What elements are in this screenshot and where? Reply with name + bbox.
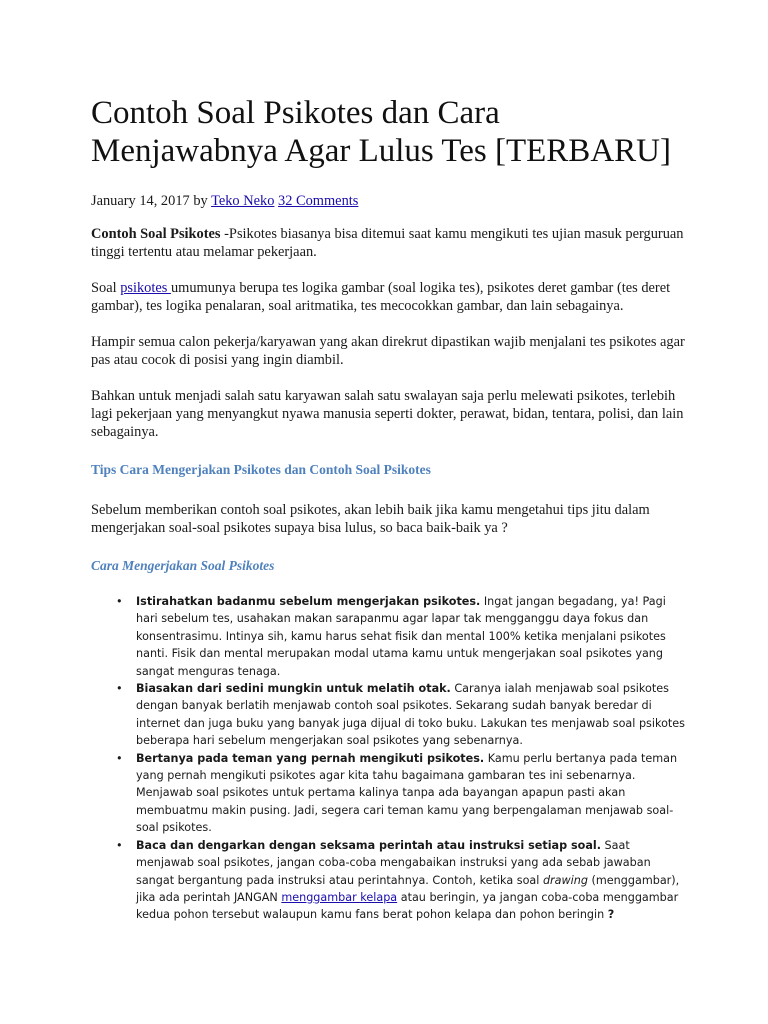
article: [91, 94, 691, 924]
paragraph-2-after: umumunya berupa tes logika gambar (soal logika tes), psikotes deret gambar (tes deret gambar), tes logika penalaran, soal aritmatika, tes mecocokkan gambar, dan lain sebagainya.: [91, 280, 671, 314]
bullet-icon: •: [116, 682, 123, 696]
author-link[interactable]: Teko Neko: [211, 193, 275, 209]
heading-tips: Tips Cara Mengerjakan Psikotes dan Contoh Soal Psikotes: [91, 462, 431, 477]
heading-cara: Cara Mengerjakan Soal Psikotes: [91, 558, 275, 573]
paragraph-5: Sebelum memberikan contoh soal psikotes, akan lebih baik jika kamu mengetahui tips jitu dalam mengerjakan soal-soal psikotes supaya bisa lulus, so baca baik-baik ya ?: [91, 502, 650, 536]
post-by: by: [193, 193, 208, 209]
list-item-bold-end: ?: [607, 908, 615, 922]
list-item-text: atau beringin, ya jangan coba-coba menggambar kedua pohon tersebut walaupun kamu fans berat pohon kelapa dan pohon beringin: [136, 890, 679, 922]
paragraph-2-before: Soal: [91, 280, 121, 296]
list-item-bold: Istirahatkan badanmu sebelum mengerjakan psikotes.: [136, 595, 481, 608]
intro-bold: Contoh Soal Psikotes: [91, 226, 221, 242]
list-item: [116, 750, 691, 837]
list-item-text: Kamu perlu bertanya pada teman yang pernah mengikuti psikotes agar kita tahu bagaimana gambaran tes ini sebenarnya. Menjawab soal psikotes untuk pertama kalinya tanpa ada bayangan apapun pasti akan membuatmu makin pusing. Jadi, segera cari teman kamu yang berpengalaman menjawab soal-soal psikotes.: [136, 751, 678, 835]
psikotes-link[interactable]: psikotes: [120, 280, 171, 296]
paragraph-4: Bahkan untuk menjadi salah satu karyawan salah satu swalayan saja perlu melewati psikotes, terlebih lagi pekerjaan yang menyangkut nyawa manusia seperti dokter, perawat, bidan, tentara, polisi, dan lain sebagainya.: [91, 388, 684, 440]
list-item-text: Saat menjawab soal psikotes, jangan coba-coba mengabaikan instruksi yang ada sebab jawaban sangat bergantung pada instruksi atau perintahnya. Contoh, ketika soal: [136, 838, 651, 887]
list-item-text: (menggambar), jika ada perintah JANGAN: [136, 873, 680, 904]
list-item-italic: drawing: [542, 873, 588, 887]
comments-link[interactable]: 32 Comments: [278, 193, 359, 209]
paragraph-3: Hampir semua calon pekerja/karyawan yang akan direkrut dipastikan wajib menjalani tes psikotes agar pas atau cocok di posisi yang ingin diambil.: [91, 334, 685, 368]
bullet-icon: •: [116, 838, 123, 852]
list-item-text: Ingat jangan begadang, ya! Pagi hari sebelum tes, usahakan makan sarapanmu agar lapar tak mengganggu daya fokus dan konsentrasimu. Intinya sih, kamu harus sehat fisik dan mental 100% ketika menjalani psikotes nanti. Fisik dan mental merupakan modal utama kamu untuk mengerjakan soal psikotes yang sangat menguras tenaga.: [136, 595, 666, 678]
bullet-icon: •: [116, 595, 123, 608]
paragraph-2: [91, 279, 691, 315]
bullet-icon: •: [116, 751, 123, 765]
post-meta: [91, 192, 691, 210]
page-title: Contoh Soal Psikotes dan Cara Menjawabnya Agar Lulus Tes [TERBARU]: [91, 95, 671, 169]
list-item-bold: Biasakan dari sedini mungkin untuk melatih otak.: [136, 682, 451, 696]
post-date: January 14, 2017: [91, 193, 190, 209]
tips-list: [91, 593, 691, 924]
list-item-text: Caranya ialah menjawab soal psikotes dengan banyak berlatih menjawab contoh soal psikotes. Sekarang sudah banyak beredar di internet dan juga buku yang banyak juga dijual di toko buku. Lakukan tes menjawab soal psikotes beberapa hari sebelum mengerjakan soal psikotes yang sebenarnya.: [136, 682, 686, 748]
list-item-bold: Baca dan dengarkan dengan seksama perintah atau instruksi setiap soal.: [136, 838, 601, 852]
list-item: [116, 837, 691, 924]
list-item: [116, 680, 691, 750]
menggambar-kelapa-link[interactable]: menggambar kelapa: [281, 890, 398, 904]
list-item-bold: Bertanya pada teman yang pernah mengikuti psikotes.: [136, 751, 485, 765]
intro-paragraph: [91, 225, 691, 261]
list-item: [116, 593, 691, 680]
intro-text: -Psikotes biasanya bisa ditemui saat kamu mengikuti tes ujian masuk perguruan tinggi tertentu atau melamar pekerjaan.: [91, 226, 684, 260]
